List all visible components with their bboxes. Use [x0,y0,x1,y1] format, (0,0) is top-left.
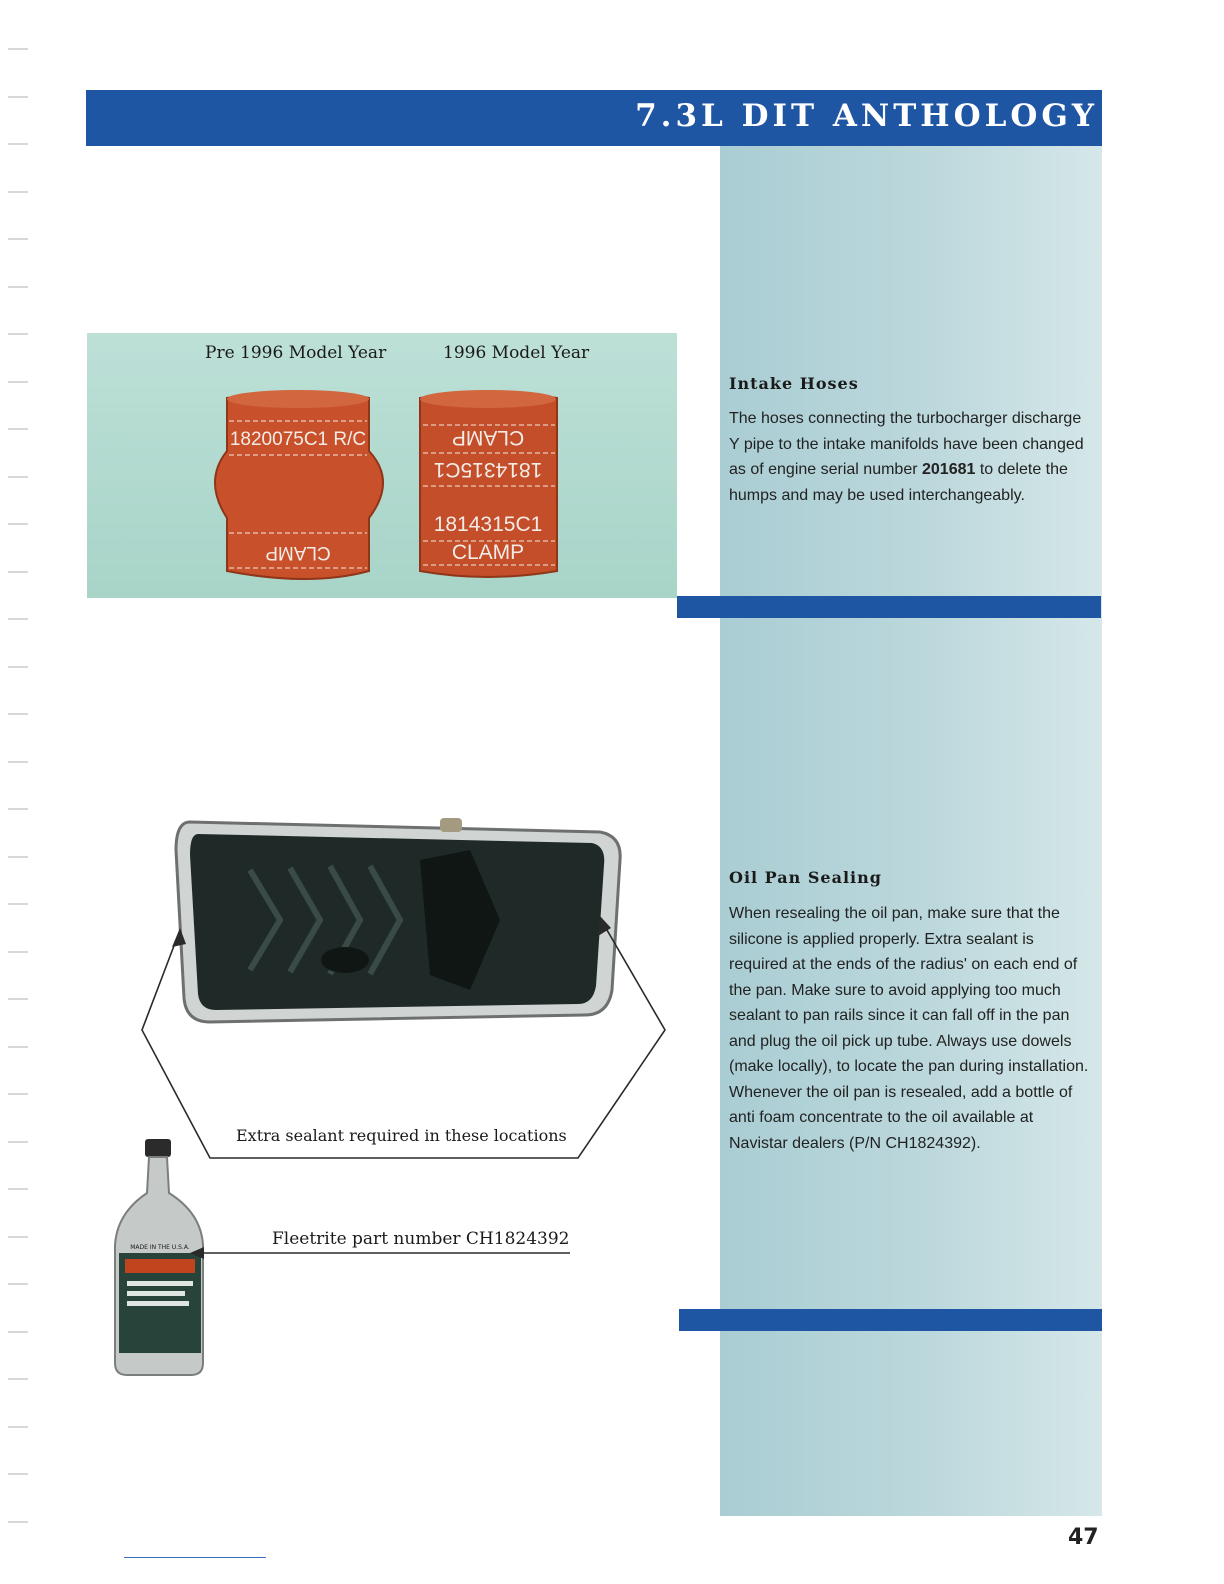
binder-tick [8,1473,28,1475]
binder-tick-marks [0,0,40,1584]
hose-marking: 1814315C1 [433,513,543,536]
binder-tick [8,48,28,50]
page-number: 47 [1068,1525,1099,1550]
hose-marking: 1820075C1 R/C [229,429,367,450]
binder-tick [8,286,28,288]
binder-tick [8,998,28,1000]
binder-tick [8,96,28,98]
oil-pan [176,818,620,1022]
binder-tick [8,951,28,953]
binder-tick [8,1426,28,1428]
1996-hose [420,390,557,577]
binder-tick [8,1141,28,1143]
binder-tick [8,1521,28,1523]
binder-tick [8,1188,28,1190]
binder-tick [8,333,28,335]
intake-hoses-heading: Intake Hoses [729,374,859,393]
intake-hose-photo [87,333,677,598]
section-separator-bar [679,1309,1102,1331]
header-bar [86,90,1102,146]
binder-tick [8,238,28,240]
binder-tick [8,428,28,430]
footer-rule [124,1557,266,1558]
binder-tick [8,1283,28,1285]
intake-hoses-body [729,406,1091,508]
intake-hoses-text-2: to delete the humps and may be used interchangeably. [729,461,1068,504]
photo-label-1996: 1996 Model Year [443,343,590,363]
binder-tick [8,1378,28,1380]
binder-tick [8,476,28,478]
hose-marking: CLAMP [265,542,331,563]
engine-serial-number: 201681 [922,461,976,478]
caption-part-number: Fleetrite part number CH1824392 [272,1229,570,1249]
pre-1996-hose [215,390,383,579]
oil-pan-sealing-heading: Oil Pan Sealing [729,868,882,887]
binder-tick [8,1093,28,1095]
photo-label-pre-1996: Pre 1996 Model Year [205,343,387,363]
hose-marking: CLAMP [451,541,525,564]
binder-tick [8,903,28,905]
binder-tick [8,666,28,668]
oil-pan-sealing-body: When resealing the oil pan, make sure that the silicone is applied properly. Extra sealant is required at the ends of the radius' on each end of the pan. Make sure to avoid applying too much sealant to pan rails since it can fall off in the pan and plug the oil pick up tube. Always use dowels (make locally), to locate the pan during installation. Whenever the oil pan is resealed, add a bottle of anti foam concentrate to the oil available at Navistar dealers (P/N CH1824392). [729,905,1089,1152]
binder-tick [8,381,28,383]
binder-tick [8,1331,28,1333]
binder-tick [8,1046,28,1048]
hose-marking: 1814315C1 [433,458,543,481]
binder-tick [8,808,28,810]
binder-tick [8,618,28,620]
oil-pan-illustration [130,810,680,1170]
binder-tick [8,523,28,525]
binder-tick [8,191,28,193]
page-title: 7.3L DIT ANTHOLOGY [635,98,1098,134]
binder-tick [8,856,28,858]
binder-tick [8,713,28,715]
bottle-label: MADE IN THE U.S.A. [130,1244,190,1251]
intake-hoses-text-1: The hoses connecting the turbocharger discharge Y pipe to the intake manifolds have been changed as of engine serial number [729,410,1084,478]
hose-marking: CLAMP [451,426,525,449]
section-separator-bar [677,596,1101,618]
binder-tick [8,571,28,573]
binder-tick [8,143,28,145]
caption-extra-sealant: Extra sealant required in these locations [236,1126,567,1145]
binder-tick [8,761,28,763]
hose-illustration [87,333,677,598]
binder-tick [8,1236,28,1238]
